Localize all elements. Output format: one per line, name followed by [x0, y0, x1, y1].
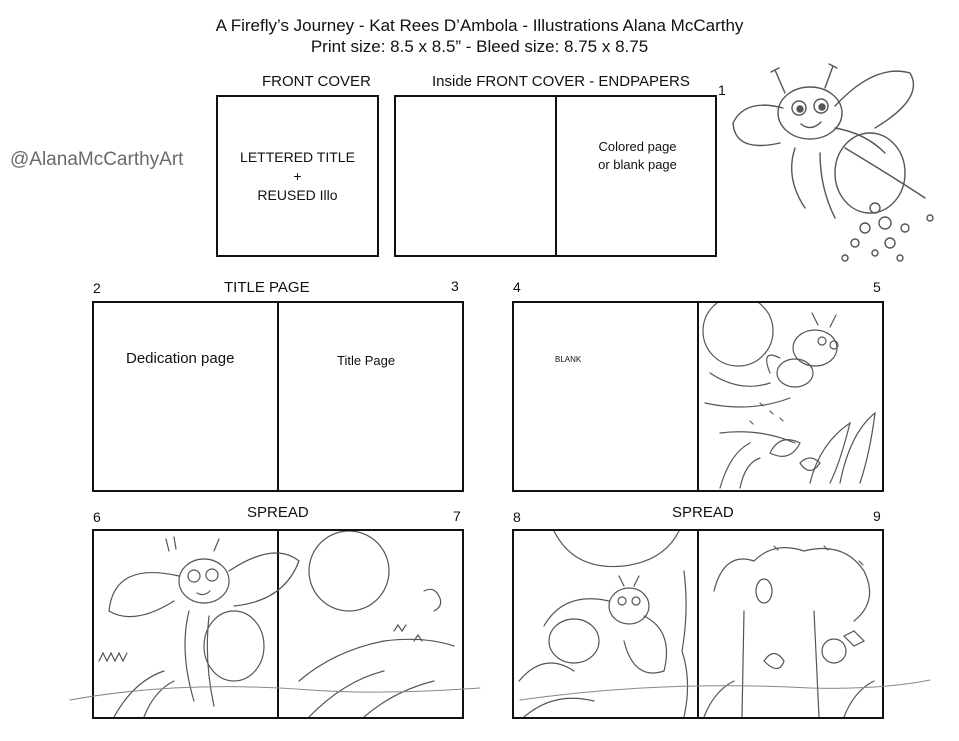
- page-number-4: 4: [513, 279, 521, 295]
- title-page-heading: TITLE PAGE: [224, 279, 310, 296]
- endpaper-right-notes: [560, 138, 715, 174]
- front-cover-heading: FRONT COVER: [262, 73, 371, 90]
- firefly-night-sketch: [700, 303, 882, 490]
- blank-page-label: BLANK: [555, 355, 582, 364]
- spread-gutter: [697, 303, 699, 490]
- page-number-2: 2: [93, 280, 101, 296]
- page-number-7: 7: [453, 508, 461, 524]
- artist-handle: @AlanaMcCarthyArt: [10, 149, 184, 170]
- front-cover-line-2: +: [293, 168, 302, 184]
- front-cover-line-3: REUSED Illo: [257, 187, 338, 203]
- firefly-character-sketch: [725, 58, 955, 273]
- print-size-subtitle: Print size: 8.5 x 8.5” - Bleed size: 8.75 x 8.75: [310, 37, 649, 56]
- spread-gutter: [555, 97, 557, 255]
- spread-8-9-heading: SPREAD: [672, 504, 734, 521]
- title-page-spread: [92, 301, 464, 492]
- endpaper-note-line-2: or blank page: [598, 157, 677, 172]
- page-number-8: 8: [513, 509, 521, 525]
- dedication-page-label: Dedication page: [126, 350, 235, 367]
- page-number-1: 1: [718, 82, 726, 98]
- bottom-margin-sketch-lines: [60, 660, 940, 730]
- page-number-9: 9: [873, 508, 881, 524]
- page-number-5: 5: [873, 279, 881, 295]
- endpapers-spread: [394, 95, 717, 257]
- spread-gutter: [277, 303, 279, 490]
- page-number-6: 6: [93, 509, 101, 525]
- spread-4-5: [512, 301, 884, 492]
- page-title: A Firefly’s Journey - Kat Rees D’Ambola - Illustrations Alana McCarthy: [215, 16, 744, 35]
- title-page-label: Title Page: [337, 353, 396, 368]
- page-number-3: 3: [451, 278, 459, 294]
- front-cover-notes: [218, 148, 377, 205]
- endpaper-note-line-1: Colored page: [598, 139, 677, 154]
- front-cover-line-1: LETTERED TITLE: [240, 149, 355, 165]
- front-cover-page: [216, 95, 379, 257]
- endpapers-heading: Inside FRONT COVER - ENDPAPERS: [432, 73, 690, 90]
- spread-6-7-heading: SPREAD: [247, 504, 309, 521]
